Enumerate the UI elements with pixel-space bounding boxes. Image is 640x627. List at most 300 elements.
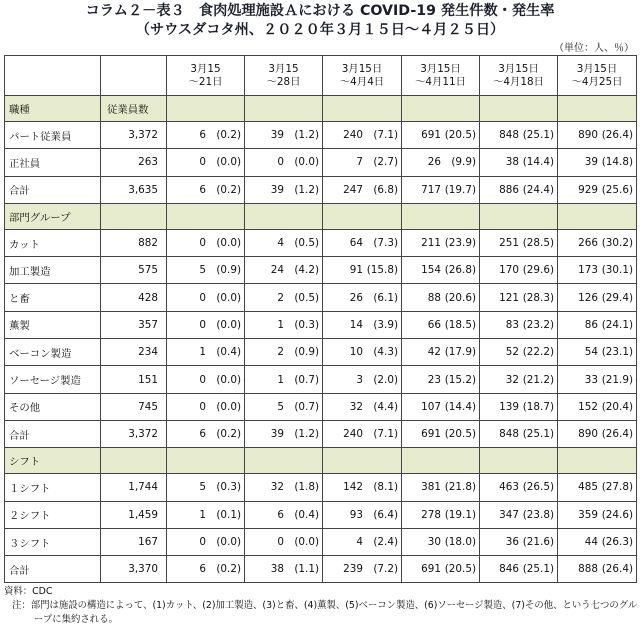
case-count: 888 [578, 563, 598, 576]
table-row [5, 257, 637, 284]
case-count: 1 [277, 318, 284, 331]
case-rate: (14.4) [444, 400, 476, 413]
row-label: と畜 [5, 284, 101, 311]
case-rate: (21.9) [601, 373, 633, 386]
case-rate: (0.9) [216, 264, 241, 277]
case-count: 1 [277, 373, 284, 386]
section-blank-cell [402, 96, 480, 122]
section-blank-cell [323, 448, 402, 474]
case-rate: (0.0) [216, 400, 241, 413]
case-rate: (0.2) [216, 563, 241, 576]
case-cell [323, 474, 402, 501]
case-rate: (0.3) [216, 481, 241, 494]
case-count: 0 [199, 156, 206, 169]
table-row [5, 501, 637, 528]
case-count: 44 [584, 536, 598, 548]
section-blank-cell [402, 448, 480, 474]
case-rate: (6.8) [373, 183, 398, 196]
row-label: 合計 [5, 176, 101, 203]
section-blank-cell [167, 203, 245, 229]
source-note: 資料：CDC [4, 586, 53, 598]
case-count: 107 [421, 400, 441, 413]
case-rate: (20.5) [444, 428, 476, 441]
case-rate: (0.9) [294, 346, 319, 359]
table-row [5, 393, 637, 420]
case-count: 0 [199, 373, 206, 386]
section-header-row [5, 448, 637, 474]
header-blank [5, 56, 101, 96]
table-row [5, 420, 637, 447]
case-cell [480, 176, 558, 203]
case-count: 39 [270, 428, 284, 441]
case-cell [558, 149, 637, 176]
case-cell [323, 528, 402, 555]
case-count: 91 [349, 264, 363, 277]
case-count: 6 [199, 129, 206, 142]
case-cell [480, 501, 558, 528]
case-rate: (0.0) [216, 156, 241, 169]
row-label: 加工製造 [5, 257, 101, 284]
row-label: ベーコン製造 [5, 339, 101, 366]
case-cell [402, 149, 480, 176]
case-rate: (28.3) [522, 291, 554, 304]
period-header: 3月15日 ～4月4日 [323, 56, 402, 96]
case-count: 54 [584, 346, 598, 359]
case-cell [480, 339, 558, 366]
case-count: 848 [499, 428, 519, 441]
case-rate: (1.2) [294, 129, 319, 142]
case-rate: (7.1) [373, 129, 398, 142]
table-row [5, 528, 637, 555]
case-count: 717 [421, 183, 441, 196]
case-count: 6 [199, 428, 206, 441]
table-row [5, 366, 637, 393]
case-cell [402, 229, 480, 256]
case-cell [245, 474, 323, 501]
header-blank [101, 56, 167, 96]
case-count: 239 [343, 563, 363, 576]
case-count: 2 [277, 291, 284, 304]
case-rate: (29.4) [601, 291, 633, 304]
case-rate: (0.4) [294, 508, 319, 521]
case-rate: (0.0) [216, 536, 241, 548]
case-cell [167, 393, 245, 420]
table-subtitle: （サウスダコタ州、２０２０年３月１５日～４月２５日） [135, 22, 505, 38]
employee-count: 263 [101, 149, 167, 176]
case-cell [323, 229, 402, 256]
case-rate: (0.1) [216, 508, 241, 521]
case-count: 52 [505, 346, 519, 359]
case-cell [558, 176, 637, 203]
case-cell [323, 176, 402, 203]
section-blank-cell [245, 448, 323, 474]
case-count: 247 [343, 183, 363, 196]
case-count: 7 [356, 156, 363, 169]
case-count: 170 [499, 264, 519, 277]
period-header: 3月15日 ～4月11日 [402, 56, 480, 96]
case-count: 32 [505, 373, 519, 386]
employee-count: 357 [101, 311, 167, 338]
case-rate: (24.1) [601, 318, 633, 331]
case-rate: (23.1) [601, 346, 633, 359]
case-count: 691 [421, 129, 441, 142]
case-rate: (2.0) [373, 373, 398, 386]
case-cell [402, 257, 480, 284]
case-rate: (9.9) [451, 156, 476, 169]
case-rate: (24.6) [601, 508, 633, 521]
case-count: 0 [199, 237, 206, 250]
case-count: 2 [277, 346, 284, 359]
section-blank-cell [245, 96, 323, 122]
case-count: 3 [356, 373, 363, 386]
case-rate: (27.8) [601, 481, 633, 494]
row-label: ２シフト [5, 501, 101, 528]
employee-count: 3,370 [101, 556, 167, 583]
case-rate: (0.5) [294, 291, 319, 304]
case-count: 485 [578, 481, 598, 494]
case-cell [480, 393, 558, 420]
section-header-row [5, 203, 637, 229]
case-rate: (0.2) [216, 129, 241, 142]
case-count: 211 [421, 237, 441, 250]
case-count: 691 [421, 428, 441, 441]
case-count: 33 [584, 373, 598, 386]
case-cell [167, 149, 245, 176]
case-cell [167, 366, 245, 393]
case-cell [558, 420, 637, 447]
case-cell [402, 311, 480, 338]
case-count: 251 [499, 237, 519, 250]
section-label: シフト [5, 448, 101, 474]
row-label: １シフト [5, 474, 101, 501]
case-rate: (14.8) [601, 156, 633, 169]
period-header: 3月15 ～28日 [245, 56, 323, 96]
case-count: 463 [499, 481, 519, 494]
case-cell [402, 420, 480, 447]
title-block [0, 0, 640, 42]
case-rate: (4.3) [373, 346, 398, 359]
case-cell [402, 501, 480, 528]
case-count: 359 [578, 508, 598, 521]
case-rate: (21.2) [522, 373, 554, 386]
row-label: 薫製 [5, 311, 101, 338]
case-rate: (0.0) [216, 373, 241, 386]
case-cell [167, 339, 245, 366]
case-cell [323, 257, 402, 284]
case-count: 5 [199, 481, 206, 494]
case-cell [323, 149, 402, 176]
case-count: 64 [349, 237, 363, 250]
case-count: 24 [270, 264, 284, 277]
case-count: 26 [349, 291, 363, 304]
section-label: 部門グループ [5, 203, 101, 229]
section-blank-cell [323, 96, 402, 122]
case-rate: (15.8) [366, 264, 398, 277]
case-cell [167, 311, 245, 338]
case-cell [480, 474, 558, 501]
case-rate: (25.1) [522, 428, 554, 441]
case-count: 0 [199, 291, 206, 304]
case-count: 14 [349, 318, 363, 331]
case-count: 93 [349, 508, 363, 521]
section-blank-cell [402, 203, 480, 229]
case-count: 173 [578, 264, 598, 277]
row-label: 正社員 [5, 149, 101, 176]
section-header-row [5, 96, 637, 122]
case-rate: (26.3) [601, 536, 633, 548]
case-count: 66 [427, 318, 441, 331]
table-row [5, 556, 637, 583]
case-count: 266 [578, 237, 598, 250]
case-rate: (26.4) [601, 129, 633, 142]
case-rate: (20.5) [444, 129, 476, 142]
case-cell [245, 366, 323, 393]
case-count: 38 [505, 156, 519, 169]
section-blank-cell [245, 203, 323, 229]
case-count: 0 [277, 156, 284, 169]
case-rate: (23.8) [522, 508, 554, 521]
case-cell [245, 122, 323, 149]
case-cell [167, 229, 245, 256]
row-label: ３シフト [5, 528, 101, 555]
case-cell [558, 229, 637, 256]
case-rate: (24.4) [522, 183, 554, 196]
case-count: 240 [343, 129, 363, 142]
case-cell [245, 257, 323, 284]
case-cell [480, 366, 558, 393]
case-cell [558, 528, 637, 555]
case-rate: (0.7) [294, 400, 319, 413]
case-cell [167, 556, 245, 583]
employee-count: 1,744 [101, 474, 167, 501]
case-rate: (1.1) [294, 563, 319, 576]
case-rate: (26.4) [601, 563, 633, 576]
case-count: 848 [499, 129, 519, 142]
period-header: 3月15日 ～4月18日 [480, 56, 558, 96]
case-count: 0 [199, 318, 206, 331]
case-rate: (4.4) [373, 400, 398, 413]
period-header: 3月15 ～21日 [167, 56, 245, 96]
section-blank-cell [558, 96, 637, 122]
header-row [5, 56, 637, 96]
case-cell [167, 122, 245, 149]
case-count: 32 [349, 400, 363, 413]
row-label: パート従業員 [5, 122, 101, 149]
table-row [5, 284, 637, 311]
case-count: 691 [421, 563, 441, 576]
case-rate: (0.0) [216, 318, 241, 331]
section-blank-cell [167, 96, 245, 122]
case-cell [167, 257, 245, 284]
table-row [5, 339, 637, 366]
case-rate: (25.1) [522, 563, 554, 576]
case-rate: (18.0) [444, 536, 476, 548]
case-rate: (23.9) [444, 237, 476, 250]
case-cell [480, 257, 558, 284]
employee-count: 167 [101, 528, 167, 555]
case-cell [245, 501, 323, 528]
case-cell [167, 528, 245, 555]
case-rate: (30.1) [601, 264, 633, 277]
case-rate: (0.2) [216, 183, 241, 196]
employee-count: 3,372 [101, 420, 167, 447]
case-rate: (17.9) [444, 346, 476, 359]
case-cell [558, 556, 637, 583]
case-count: 5 [199, 264, 206, 277]
case-rate: (7.2) [373, 563, 398, 576]
case-count: 121 [499, 291, 519, 304]
case-count: 890 [578, 428, 598, 441]
case-rate: (20.6) [444, 291, 476, 304]
case-count: 278 [421, 508, 441, 521]
case-cell [558, 393, 637, 420]
case-rate: (26.8) [444, 264, 476, 277]
unit-label: （単位：人、％） [554, 43, 634, 54]
case-rate: (26.5) [522, 481, 554, 494]
case-rate: (25.1) [522, 129, 554, 142]
section-sub-label [101, 203, 167, 229]
case-count: 23 [427, 373, 441, 386]
case-count: 846 [499, 563, 519, 576]
case-count: 6 [277, 508, 284, 521]
case-cell [402, 176, 480, 203]
section-blank-cell [167, 448, 245, 474]
case-rate: (7.3) [373, 237, 398, 250]
case-cell [245, 420, 323, 447]
case-cell [402, 474, 480, 501]
case-count: 152 [578, 400, 598, 413]
case-cell [245, 556, 323, 583]
employee-count: 882 [101, 229, 167, 256]
case-cell [245, 284, 323, 311]
covid-cases-table [4, 55, 637, 583]
case-count: 4 [277, 237, 284, 250]
case-count: 154 [421, 264, 441, 277]
case-rate: (29.6) [522, 264, 554, 277]
case-rate: (23.2) [522, 318, 554, 331]
case-cell [245, 149, 323, 176]
case-cell [480, 229, 558, 256]
case-cell [323, 366, 402, 393]
case-cell [323, 122, 402, 149]
case-cell [167, 474, 245, 501]
case-count: 36 [505, 536, 519, 548]
case-count: 890 [578, 129, 598, 142]
case-count: 886 [499, 183, 519, 196]
row-label: カット [5, 229, 101, 256]
case-rate: (21.8) [444, 481, 476, 494]
case-rate: (15.2) [444, 373, 476, 386]
case-rate: (22.2) [522, 346, 554, 359]
case-cell [167, 501, 245, 528]
case-cell [402, 122, 480, 149]
table-row [5, 149, 637, 176]
section-label: 職種 [5, 96, 101, 122]
table-row [5, 311, 637, 338]
section-blank-cell [480, 448, 558, 474]
case-cell [402, 556, 480, 583]
case-cell [323, 556, 402, 583]
case-cell [323, 311, 402, 338]
case-cell [167, 176, 245, 203]
case-count: 42 [427, 346, 441, 359]
case-count: 88 [427, 291, 441, 304]
case-cell [558, 366, 637, 393]
case-rate: (6.4) [373, 508, 398, 521]
case-rate: (21.6) [522, 536, 554, 548]
case-count: 347 [499, 508, 519, 521]
case-cell [245, 311, 323, 338]
case-count: 39 [270, 129, 284, 142]
case-rate: (0.5) [294, 237, 319, 250]
period-header: 3月15日 ～4月25日 [558, 56, 637, 96]
case-cell [402, 284, 480, 311]
case-count: 0 [199, 400, 206, 413]
case-cell [402, 393, 480, 420]
case-cell [480, 420, 558, 447]
case-cell [480, 528, 558, 555]
case-rate: (2.4) [373, 536, 398, 548]
case-cell [480, 149, 558, 176]
case-count: 10 [349, 346, 363, 359]
case-rate: (8.1) [373, 481, 398, 494]
case-cell [558, 311, 637, 338]
table-row [5, 122, 637, 149]
case-cell [480, 122, 558, 149]
case-count: 38 [270, 563, 284, 576]
row-label: 合計 [5, 420, 101, 447]
section-sub-label [101, 448, 167, 474]
case-cell [323, 501, 402, 528]
row-label: ソーセージ製造 [5, 366, 101, 393]
section-blank-cell [323, 203, 402, 229]
employee-count: 151 [101, 366, 167, 393]
case-rate: (30.2) [601, 237, 633, 250]
case-cell [245, 339, 323, 366]
employee-count: 428 [101, 284, 167, 311]
case-rate: (0.0) [216, 237, 241, 250]
case-cell [558, 339, 637, 366]
case-rate: (0.3) [294, 318, 319, 331]
case-cell [480, 311, 558, 338]
row-label: その他 [5, 393, 101, 420]
case-rate: (2.7) [373, 156, 398, 169]
case-cell [480, 556, 558, 583]
case-cell [558, 257, 637, 284]
case-cell [402, 339, 480, 366]
case-count: 929 [578, 183, 598, 196]
case-rate: (0.0) [216, 291, 241, 304]
case-rate: (0.0) [294, 156, 319, 169]
case-count: 30 [427, 536, 441, 548]
case-cell [245, 528, 323, 555]
case-rate: (6.1) [373, 291, 398, 304]
employee-count: 575 [101, 257, 167, 284]
case-cell [558, 122, 637, 149]
case-cell [323, 339, 402, 366]
case-count: 126 [578, 291, 598, 304]
case-rate: (20.5) [444, 563, 476, 576]
case-rate: (25.6) [601, 183, 633, 196]
case-count: 142 [343, 481, 363, 494]
employee-count: 3,635 [101, 176, 167, 203]
case-count: 6 [199, 183, 206, 196]
case-cell [558, 284, 637, 311]
case-rate: (4.2) [294, 264, 319, 277]
case-rate: (0.4) [216, 346, 241, 359]
case-count: 83 [505, 318, 519, 331]
case-cell [323, 393, 402, 420]
